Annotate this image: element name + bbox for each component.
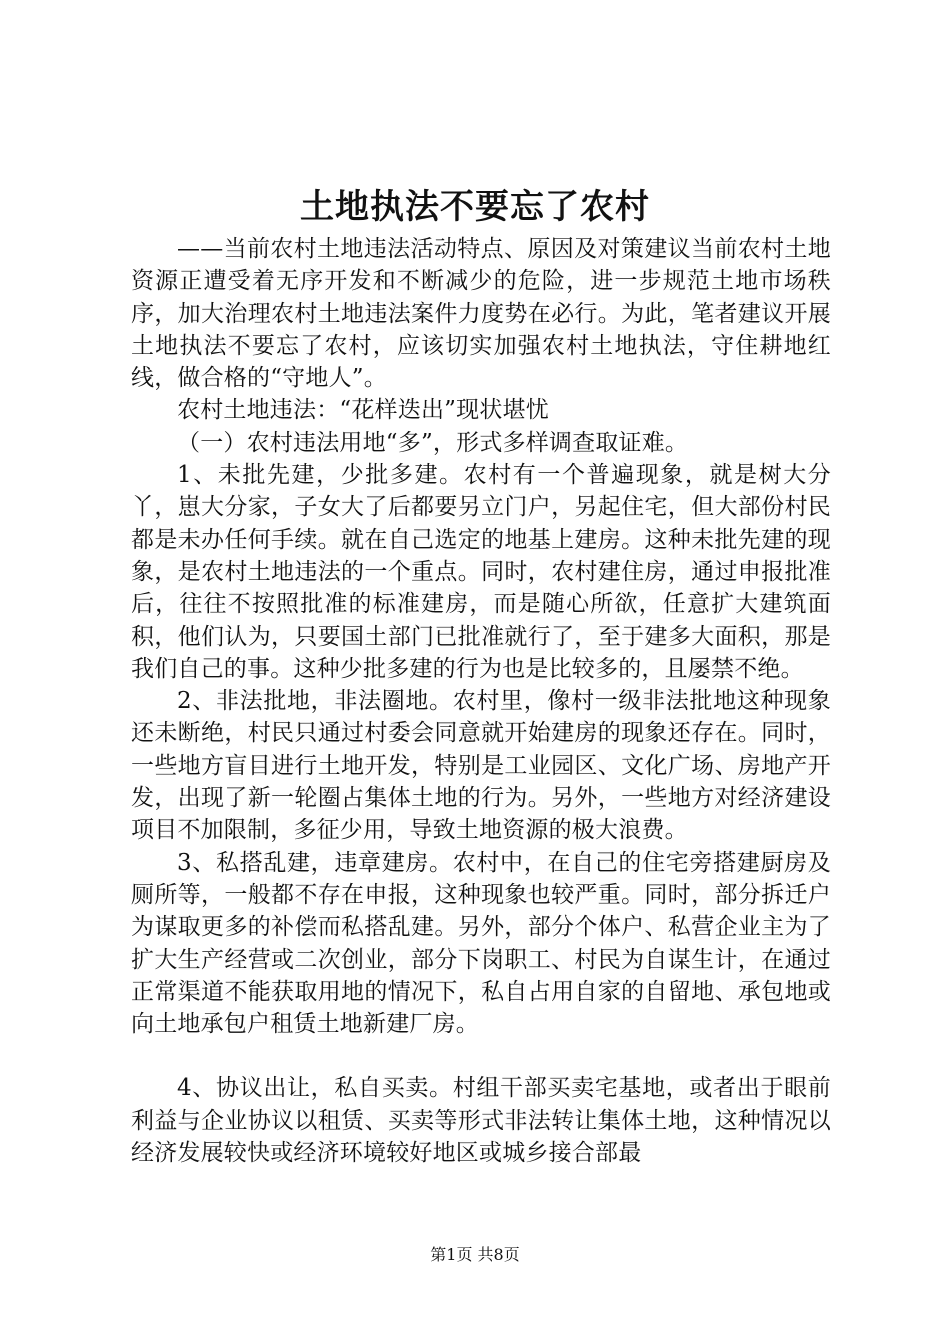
paragraph-item-2: 2、非法批地，非法圈地。农村里，像村一级非法批地这种现象还未断绝，村民只通过村委会同意就开始建房的现象还存在。同时，一些地方盲目进行土地开发，特别是工业园区、文化广场、房地产开发，出现了新一轮圈占集体土地的行为。另外，一些地方对经济建设项目不加限制，多征少用，导致土地资源的极大浪费。 (131, 688, 831, 844)
paragraph-item-4: 4、协议出让，私自买卖。村组干部买卖宅基地，或者出于眼前利益与企业协议以租赁、买卖等形式非法转让集体土地，这种情况以经济发展较快或经济环境较好地区或城乡接合部最 (131, 1075, 831, 1167)
intro-paragraph: ——当前农村土地违法活动特点、原因及对策建议当前农村土地资源正遭受着无序开发和不断减少的危险，进一步规范土地市场秩序，加大治理农村土地违法案件力度势在必行。为此，笔者建议开展土地执法不要忘了农村，应该切实加强农村土地执法，守住耕地红线，做合格的“守地人”。 (131, 236, 831, 392)
paragraph-item-3: 3、私搭乱建，违章建房。农村中，在自己的住宅旁搭建厨房及厕所等，一般都不存在申报，这种现象也较严重。同时，部分拆迁户为谋取更多的补偿而私搭乱建。另外，部分个体户、私营企业主为了扩大生产经营或二次创业，部分下岗职工、村民为自谋生计，在通过正常渠道不能获取用地的情况下，私自占用自家的自留地、承包地或向土地承包户租赁土地新建厂房。 (131, 849, 831, 1038)
section-heading: 农村土地违法：“花样迭出”现状堪忧 (177, 397, 549, 424)
paragraph-item-1: 1、未批先建，少批多建。农村有一个普遍现象，就是树大分丫，崽大分家，子女大了后都要另立门户，另起住宅，但大部份村民都是未办任何手续。就在自己选定的地基上建房。这种未批先建的现象，是农村土地违法的一个重点。同时，农村建住房，通过申报批准后，往往不按照批准的标准建房，而是随心所欲，任意扩大建筑面积，他们认为，只要国土部门已批准就行了，至于建多大面积，那是我们自己的事。这种少批多建的行为也是比较多的，且屡禁不绝。 (131, 462, 831, 682)
document-body (131, 233, 831, 1169)
page-number-footer: 第1页 共8页 (430, 1245, 520, 1264)
subsection-heading: （一）农村违法用地“多”，形式多样调查取证难。 (177, 429, 689, 456)
document-title: 土地执法不要忘了农村 (300, 187, 650, 227)
